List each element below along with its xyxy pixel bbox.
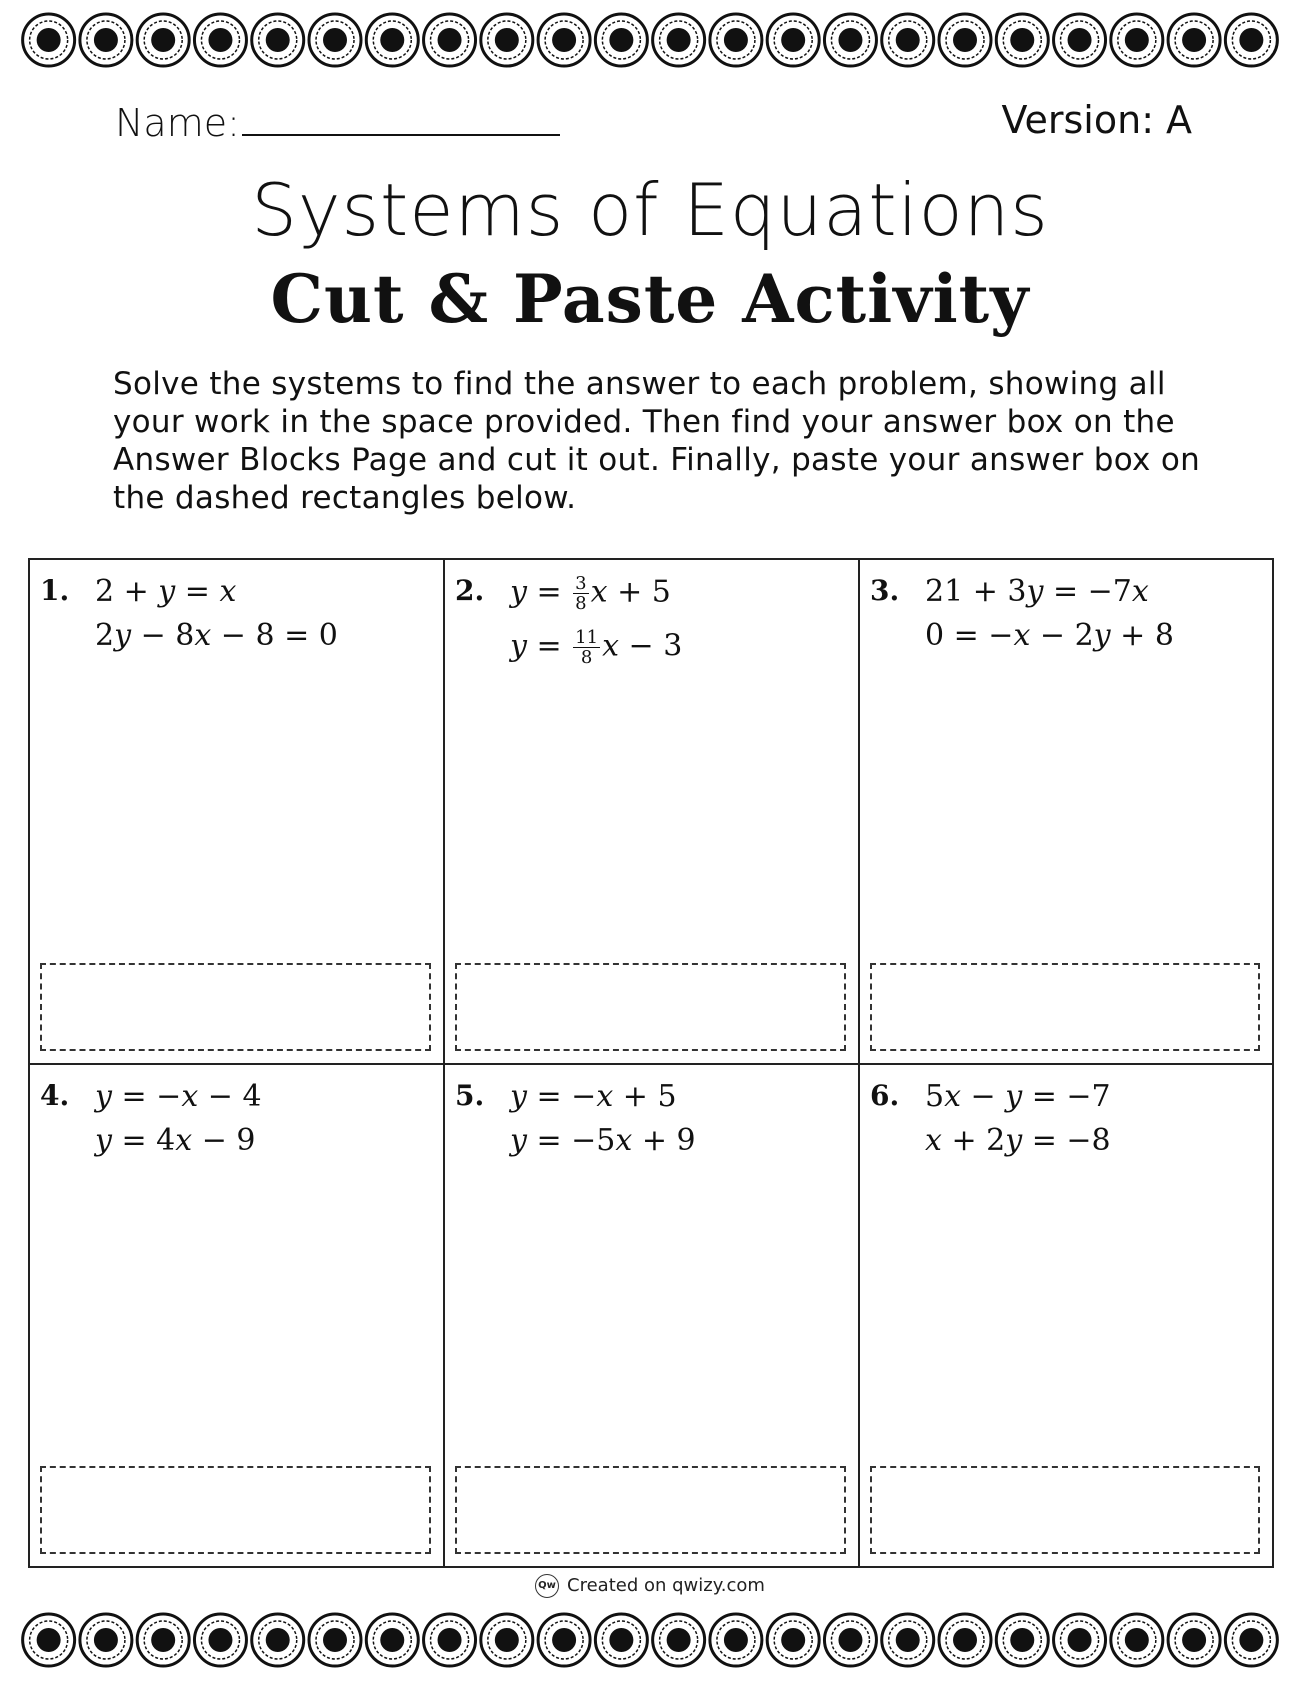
decorative-border-bottom [20,1608,1280,1672]
qwizy-logo-icon: Qw [535,1574,559,1598]
problem-5-equation-1: y = −x + 5 [510,1079,677,1114]
border-ornament-dot [1239,1628,1263,1652]
border-ornament-dot [896,28,920,52]
problem-cell-6 [860,1065,1272,1566]
name-label: Name: [115,101,240,145]
problem-5-equation-2: y = −5x + 9 [510,1123,696,1158]
border-ornament-dot [37,28,61,52]
border-ornament-dot [552,1628,576,1652]
border-ornament-dot [609,1628,633,1652]
answer-paste-box[interactable] [870,963,1260,1051]
border-ornament-dot [1010,1628,1034,1652]
problem-cell-1 [30,560,445,1065]
border-ornament-dot [552,28,576,52]
problem-grid [28,558,1274,1568]
border-ornament-dot [667,28,691,52]
answer-paste-box[interactable] [455,1466,846,1554]
border-ornament-dot [94,1628,118,1652]
border-ornament-dot [266,1628,290,1652]
border-ornament-dot [724,28,748,52]
border-ornament-dot [896,1628,920,1652]
problem-cell-4 [30,1065,445,1566]
version-value: A [1166,98,1192,142]
version-label: Version: [1001,98,1154,142]
border-ornament-dot [438,1628,462,1652]
border-ornament-dot [838,28,862,52]
border-ornament-dot [323,1628,347,1652]
border-ornament-dot [609,28,633,52]
border-ornament-dot [495,28,519,52]
problem-number: 2. [455,574,485,607]
border-ornament-dot [208,28,232,52]
problem-4-equation-2: y = 4x − 9 [95,1123,256,1158]
border-ornament-dot [266,28,290,52]
fraction: $\frac{3}{8}$ [575,573,587,614]
border-ornament-dot [151,1628,175,1652]
problem-number: 4. [40,1079,70,1112]
problem-cell-3 [860,560,1272,1065]
border-ornament-dot [1125,1628,1149,1652]
problem-4-equation-1: y = −x − 4 [95,1079,262,1114]
border-ornament-dot [781,1628,805,1652]
answer-paste-box[interactable] [870,1466,1260,1554]
problem-6-equation-2: x + 2y = −8 [925,1123,1111,1158]
border-ornament-dot [1068,1628,1092,1652]
problem-cell-2 [445,560,860,1065]
border-ornament-dot [1010,28,1034,52]
border-ornament-dot [380,28,404,52]
answer-paste-box[interactable] [455,963,846,1051]
border-ornament-dot [37,1628,61,1652]
border-ornament-dot [94,28,118,52]
name-field [115,98,560,145]
problem-2-equation-2: y = $\frac{11}{8}$ x − 3 [510,627,683,668]
border-ornament-dot [208,1628,232,1652]
border-ornament-dot [380,1628,404,1652]
page-title: Systems of Equations [251,168,1049,252]
version-indicator [1001,98,1192,142]
problem-cell-5 [445,1065,860,1566]
border-ornament-dot [1239,28,1263,52]
border-ornament-dot [323,28,347,52]
footer-text: Created on qwizy.com [567,1575,765,1596]
border-ornament-dot [495,1628,519,1652]
answer-paste-box[interactable] [40,1466,431,1554]
fraction: $\frac{11}{8}$ [575,627,599,668]
border-ornament-dot [781,28,805,52]
problem-number: 3. [870,574,900,607]
border-ornament-dot [724,1628,748,1652]
problem-3-equation-1: 21 + 3y = −7x [925,574,1149,609]
border-ornament-dot [667,1628,691,1652]
border-ornament-dot [953,1628,977,1652]
instructions-text: Solve the systems to find the answer to each problem, showing all your work in the space provided. Then find your answer box on the Answer Blocks Page and cut it out. Finally, paste your answer box on the dashed rectangles below. [113,366,1201,516]
answer-paste-box[interactable] [40,963,431,1051]
border-ornament-dot [151,28,175,52]
problem-6-equation-1: 5x − y = −7 [925,1079,1111,1114]
border-ornament-dot [438,28,462,52]
border-ornament-dot [953,28,977,52]
decorative-border-top [20,8,1280,72]
name-blank-line[interactable] [242,98,560,136]
page-subtitle: Cut & Paste Activity [270,260,1030,338]
problem-number: 5. [455,1079,485,1112]
problem-1-equation-2: 2y − 8x − 8 = 0 [95,618,338,653]
footer-credit [0,1574,1300,1598]
border-ornament-dot [1125,28,1149,52]
problem-2-equation-1: y = $\frac{3}{8}$ x + 5 [510,573,671,614]
border-ornament-dot [1182,28,1206,52]
border-ornament-dot [1068,28,1092,52]
problem-number: 1. [40,574,70,607]
problem-number: 6. [870,1079,900,1112]
border-ornament-dot [838,1628,862,1652]
border-ornament-dot [1182,1628,1206,1652]
problem-3-equation-2: 0 = −x − 2y + 8 [925,618,1174,653]
problem-1-equation-1: 2 + y = x [95,574,237,609]
